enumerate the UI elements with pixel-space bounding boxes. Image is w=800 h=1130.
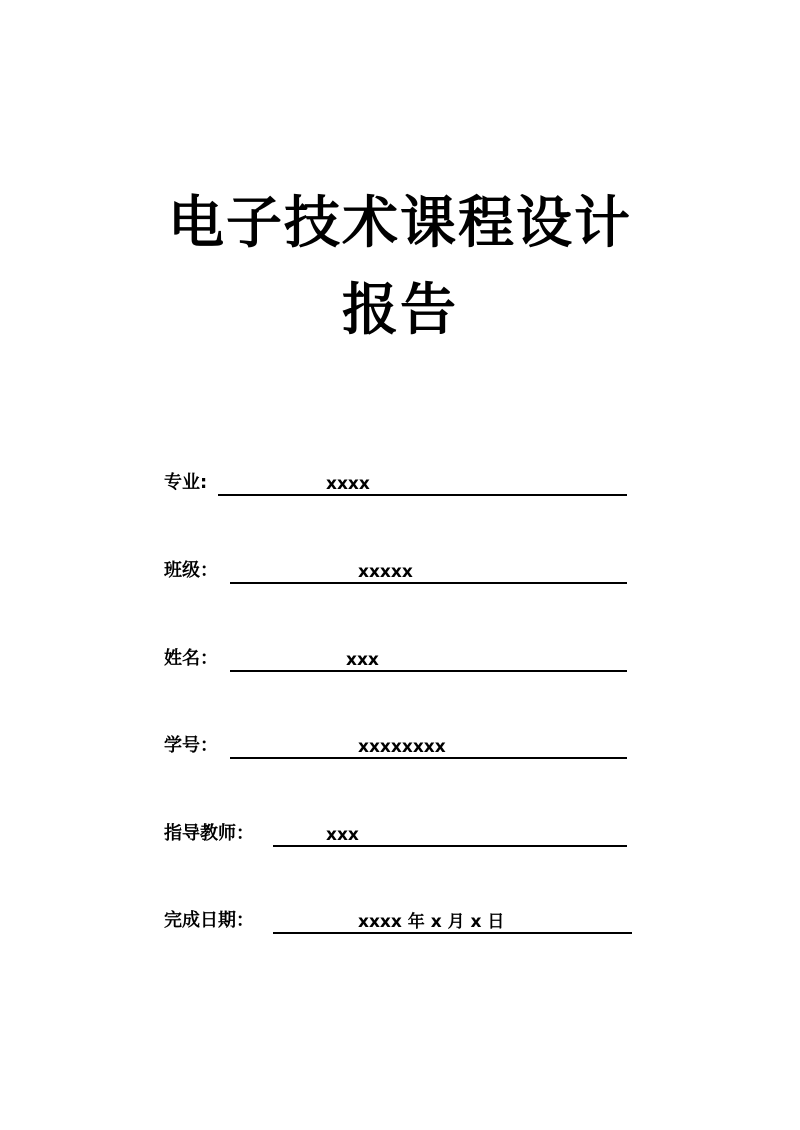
field-major-underline (218, 494, 627, 496)
field-class (164, 554, 634, 584)
report-title-line-1: 电子技术课程设计 (168, 191, 632, 256)
field-completion-date-label: 完成日期： (164, 910, 254, 931)
field-advisor (164, 817, 634, 847)
field-major-value: xxxx (326, 474, 370, 494)
field-student-id-underline (230, 757, 627, 759)
field-major-label: 专业: (164, 472, 208, 493)
field-completion-date (164, 904, 639, 934)
field-class-label: 班级： (164, 560, 218, 581)
field-student-id-value: xxxxxxxx (358, 737, 446, 757)
field-major (164, 466, 634, 496)
field-class-value: xxxxx (358, 562, 413, 582)
field-class-underline (230, 582, 627, 584)
field-completion-date-underline (273, 932, 632, 934)
field-name-value: xxx (346, 650, 379, 670)
field-completion-date-value: xxxx 年 x 月 x 日 (358, 912, 505, 932)
field-advisor-value: xxx (326, 825, 359, 845)
field-advisor-label: 指导教师： (164, 823, 254, 844)
field-name-label: 姓名： (164, 648, 218, 669)
field-student-id-label: 学号： (164, 735, 218, 756)
field-name (164, 642, 634, 672)
field-student-id (164, 729, 634, 759)
field-name-underline (230, 670, 627, 672)
report-title-line-2: 报告 (342, 278, 458, 343)
field-advisor-underline (273, 845, 627, 847)
